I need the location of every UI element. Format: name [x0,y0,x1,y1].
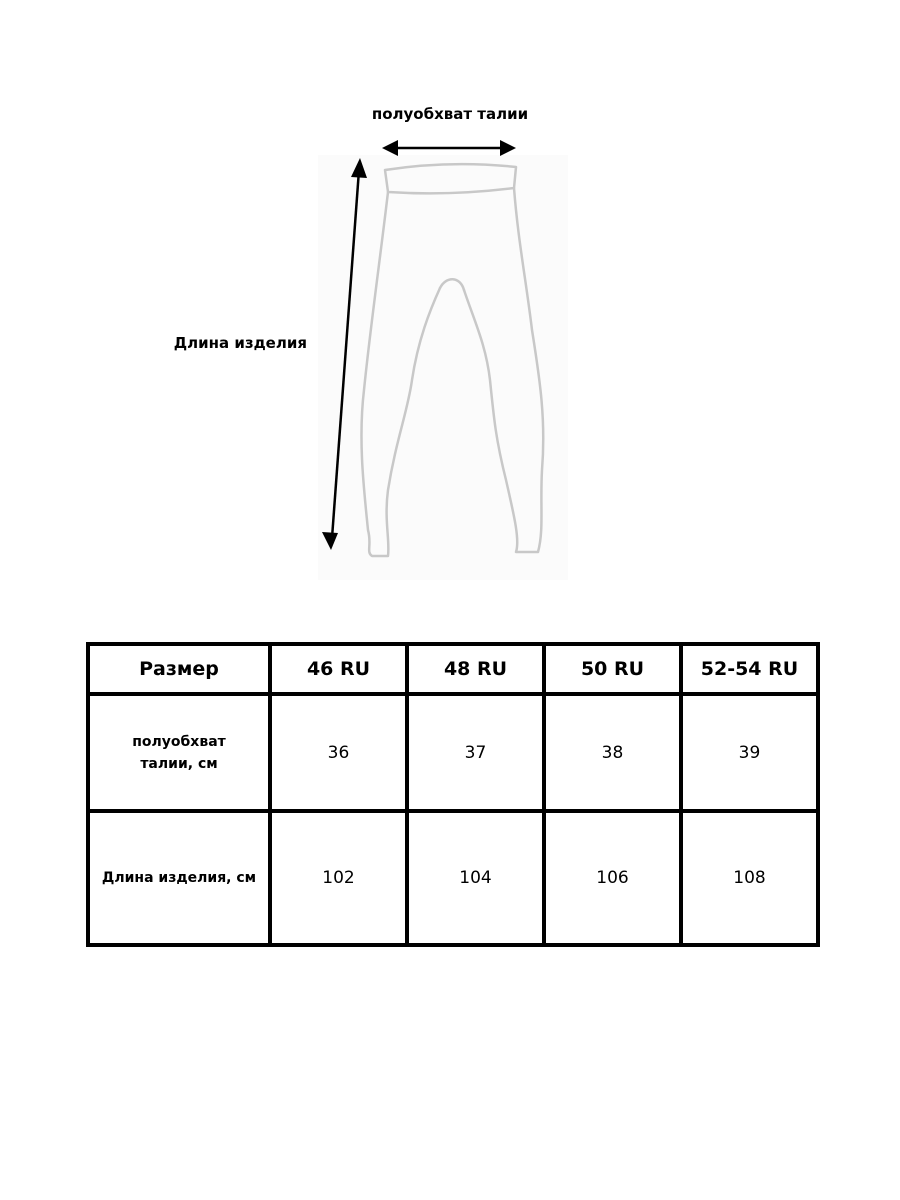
header-cell-52-54: 52-54 RU [681,644,818,694]
table-row-length [88,811,818,945]
size-chart-table [86,642,820,947]
table-cell: 37 [407,694,544,811]
row-label-waist-text: полуобхват талии, см [132,733,226,772]
table-cell: 38 [544,694,681,811]
table-cell: 104 [407,811,544,945]
header-cell-46: 46 RU [270,644,407,694]
length-measurement-label: Длина изделия [173,334,307,352]
table-cell: 106 [544,811,681,945]
row-label-length: Длина изделия, см [88,811,270,945]
waist-arrow [382,140,516,156]
table-header-row [88,644,818,694]
waist-measurement-label: полуобхват талии [371,105,529,123]
table-cell: 108 [681,811,818,945]
row-label-waist [88,694,270,811]
table-cell: 39 [681,694,818,811]
table-cell: 36 [270,694,407,811]
table-cell: 102 [270,811,407,945]
header-cell-50: 50 RU [544,644,681,694]
table-row-waist [88,694,818,811]
header-cell-48: 48 RU [407,644,544,694]
header-cell-size: Размер [88,644,270,694]
